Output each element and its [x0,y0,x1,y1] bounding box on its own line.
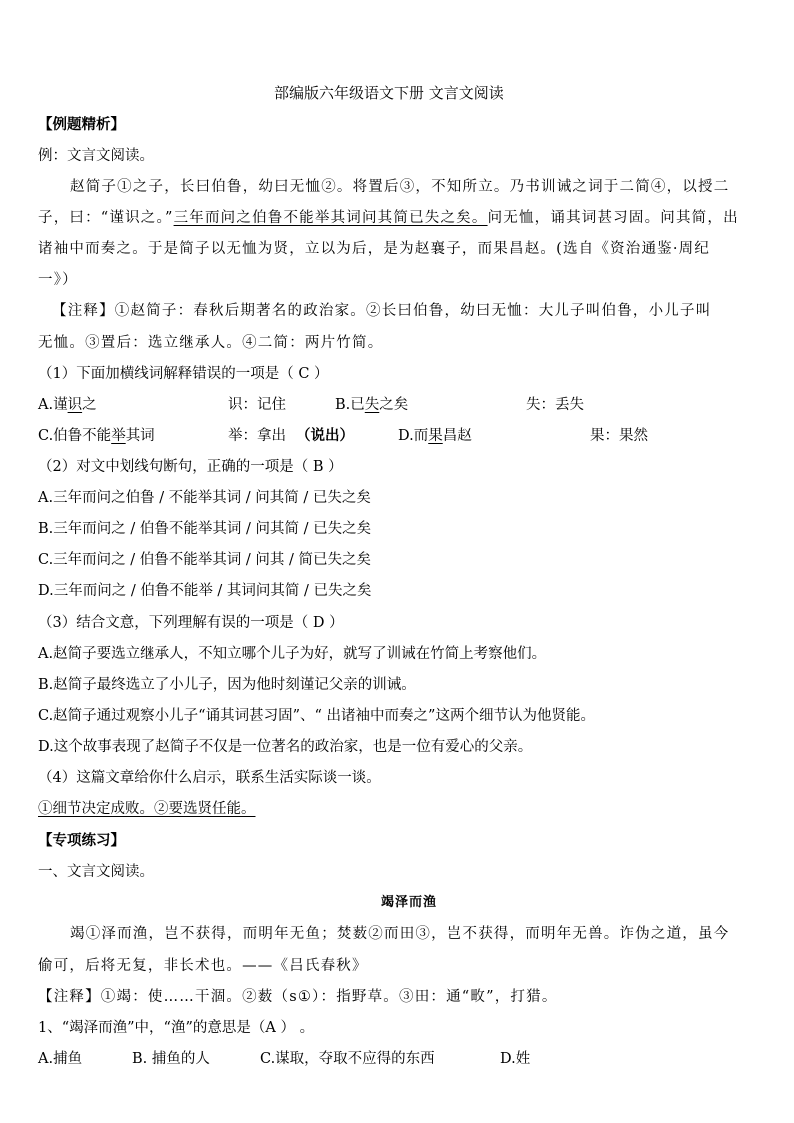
example-section-heading: 【例题精析】 [38,117,125,133]
example-q1-option-b-definition: 失：丢失 [526,397,584,413]
q1-c-suffix: 其词 [125,428,155,444]
example-passage-line-2-end: 问无恤，诵其词甚习固。问其简，出 [487,210,739,226]
example-q2-option-d: D.三年而问之 / 伯鲁不能举 / 其词问其简 / 已失之矣 [38,583,372,599]
q1-c-definition-text: 举：拿出 [228,428,286,444]
practice-passage-line-2: 偷可，后将无复，非长术也。——《吕氏春秋》 [38,958,368,974]
example-notes-line-2: 无恤。③置后：选立继承人。④二简：两片竹简。 [38,335,384,351]
q1-b-prefix: B.已 [335,397,365,413]
practice-q1-option-a: A.捕鱼 [38,1051,83,1067]
example-q1-option-a-definition: 识：记住 [228,397,286,413]
example-q1-option-d-definition: 果：果然 [590,428,648,444]
practice-notes: 【注释】①竭：使……干涸。②薮（s①）：指野草。③田：通“畋”，打猎。 [38,989,558,1005]
q1-b-underlined-word: 失 [364,397,380,413]
example-q1-option-b [335,396,408,414]
example-q3-option-b: B.赵简子最终选立了小儿子，因为他时刻谨记父亲的训诫。 [38,677,416,693]
example-q2-option-c: C.三年而问之 / 伯鲁不能举其词 / 问其 / 简已失之矣 [38,552,371,568]
underlined-sentence: 三年而问之伯鲁不能举其词问其简已失之矣。 [173,210,488,226]
q1-a-suffix: 之 [82,397,97,413]
q1-c-underlined-word: 举 [111,428,126,444]
example-passage-line-2-start: 子，曰：“谨识之。” [38,210,174,226]
q1-a-underlined-word: 识 [67,397,83,413]
q1-c-correction-note: （说出） [296,427,354,444]
q1-d-underlined-word: 果 [428,428,443,444]
q1-a-prefix: A.谨 [38,397,68,413]
q1-d-prefix: D.而 [398,428,429,444]
practice-q1-option-c: C.谋取，夺取不应得的东西 [260,1051,435,1067]
q1-b-suffix: 之矣 [379,397,409,413]
example-q2-option-a: A.三年而问之伯鲁 / 不能举其词 / 问其简 / 已失之矣 [38,490,371,506]
example-q4-stem: （4）这篇文章给你什么启示，联系生活实际谈一谈。 [38,770,381,786]
example-intro: 例：文言文阅读。 [38,148,154,164]
example-q1-option-d [398,427,472,445]
example-q2-option-b: B.三年而问之 / 伯鲁不能举其词 / 问其简 / 已失之矣 [38,521,372,537]
example-q1-option-a [38,396,97,414]
example-q1-option-c-definition [228,427,354,445]
example-passage-line-1: 赵简子①之子，长曰伯鲁，幼曰无恤②。将置后③，不知所立。乃书训诫之词于二简④，以授二 [70,179,730,195]
q1-d-suffix: 昌赵 [442,428,472,444]
example-q4-answer: ①细节决定成败。②要选贤任能。 [38,801,256,817]
practice-passage-title: 竭泽而渔 [381,895,438,910]
practice-q1-option-b: B. 捕鱼的人 [132,1051,210,1067]
example-q1-option-c [38,427,155,445]
example-q3-option-a: A.赵简子要选立继承人，不知立哪个儿子为好，就写了训诫在竹简上考察他们。 [38,646,547,662]
example-passage-line-4: 一》） [38,272,78,288]
example-q3-stem: （3）结合文意，下列理解有误的一项是（ D ） [38,615,344,631]
q1-c-prefix: C.伯鲁不能 [38,428,112,444]
example-q2-stem: （2）对文中划线句断句，正确的一项是（ B ） [38,459,343,475]
example-q1-stem: （1）下面加横线词解释错误的一项是（ C ） [38,366,329,382]
page-title: 部编版六年级语文下册 文言文阅读 [274,84,504,102]
practice-passage-line-1: 竭①泽而渔，岂不获得，而明年无鱼；焚薮②而田③，岂不获得，而明年无兽。诈伪之道，虽今 [70,926,730,942]
practice-q1-stem: 1、“竭泽而渔”中，“渔”的意思是（A ） 。 [38,1020,315,1036]
example-passage-line-3: 诸袖中而奏之。于是简子以无恤为贤，立以为后，是为赵襄子，而果昌赵。(选自《资治通鉴·周纪 [38,241,711,257]
example-q3-option-c: C.赵简子通过观察小儿子“诵其词甚习固”、“ 出诸袖中而奏之”这两个细节认为他贤能。 [38,708,595,724]
example-passage-line-2 [38,209,739,227]
practice-intro: 一、文言文阅读。 [38,864,154,880]
practice-section-heading: 【专项练习】 [38,833,125,849]
example-notes-line-1: 【注释】①赵简子：春秋后期著名的政治家。②长曰伯鲁，幼曰无恤：大儿子叫伯鲁，小儿子叫 [52,303,712,319]
practice-q1-option-d: D.姓 [500,1051,531,1067]
example-q3-option-d: D.这个故事表现了赵简子不仅是一位著名的政治家，也是一位有爱心的父亲。 [38,739,533,755]
